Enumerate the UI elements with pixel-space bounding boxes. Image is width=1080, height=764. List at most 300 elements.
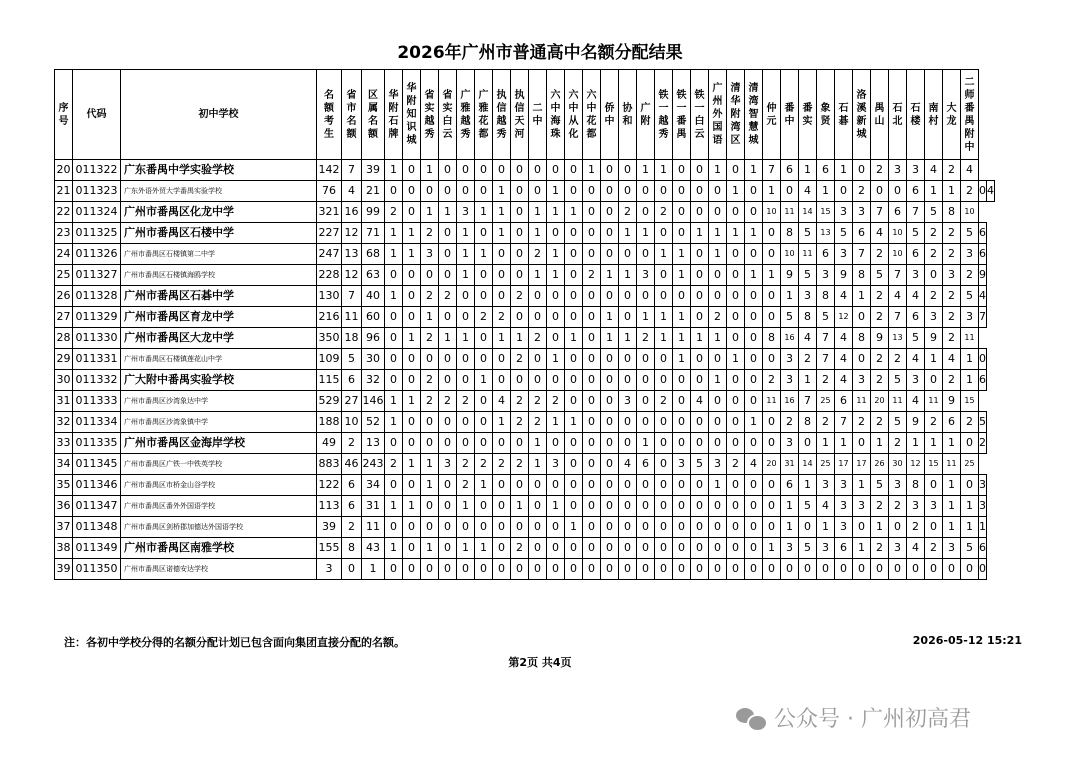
quota-cell: 7 bbox=[871, 202, 889, 223]
quota-cell: 0 bbox=[709, 433, 727, 454]
quota-cell: 1 bbox=[529, 202, 547, 223]
quota-cell: 2 bbox=[529, 244, 547, 265]
quota-cell: 26 bbox=[871, 454, 889, 475]
quota-cell: 6 bbox=[781, 160, 799, 181]
quota-cell: 6 bbox=[835, 538, 853, 559]
quota-cell: 1 bbox=[835, 433, 853, 454]
quota-cell: 0 bbox=[493, 496, 511, 517]
quota-cell: 0 bbox=[673, 160, 691, 181]
table-row bbox=[55, 307, 995, 328]
quota-cell: 2 bbox=[943, 160, 961, 181]
quota-cell: 0 bbox=[853, 160, 871, 181]
quota-cell: 0 bbox=[763, 412, 781, 433]
quota-cell: 3 bbox=[547, 454, 565, 475]
table-row bbox=[55, 454, 995, 475]
quota-cell: 96 bbox=[362, 328, 385, 349]
quota-cell: 0 bbox=[727, 328, 745, 349]
quota-cell: 0 bbox=[529, 160, 547, 181]
quota-cell: 2 bbox=[529, 412, 547, 433]
quota-cell: 0 bbox=[799, 517, 817, 538]
quota-cell: 0 bbox=[583, 475, 601, 496]
quota-cell: 1 bbox=[763, 265, 781, 286]
quota-cell: 0 bbox=[745, 559, 763, 580]
school-code: 011347 bbox=[73, 496, 121, 517]
quota-cell: 2 bbox=[439, 391, 457, 412]
quota-cell: 0 bbox=[601, 223, 619, 244]
school-code: 011328 bbox=[73, 286, 121, 307]
quota-cell: 0 bbox=[925, 517, 943, 538]
quota-cell: 1 bbox=[421, 160, 439, 181]
quota-cell: 0 bbox=[439, 160, 457, 181]
quota-cell: 6 bbox=[835, 391, 853, 412]
quota-cell: 0 bbox=[709, 412, 727, 433]
quota-cell: 1 bbox=[403, 454, 421, 475]
quota-cell: 1 bbox=[475, 244, 493, 265]
quota-cell: 1 bbox=[529, 454, 547, 475]
column-header: 铁 一 番 禺 bbox=[673, 70, 691, 160]
quota-cell: 1 bbox=[817, 517, 835, 538]
quota-cell: 0 bbox=[673, 496, 691, 517]
quota-cell: 0 bbox=[421, 181, 439, 202]
quota-cell: 0 bbox=[529, 307, 547, 328]
quota-cell: 40 bbox=[362, 286, 385, 307]
column-header: 序 号 bbox=[55, 70, 73, 160]
quota-cell: 1 bbox=[637, 307, 655, 328]
quota-cell: 14 bbox=[799, 202, 817, 223]
quota-cell: 0 bbox=[439, 538, 457, 559]
quota-cell: 115 bbox=[317, 370, 342, 391]
quota-cell: 0 bbox=[655, 475, 673, 496]
quota-cell: 0 bbox=[475, 223, 493, 244]
quota-cell: 2 bbox=[871, 538, 889, 559]
school-code: 011324 bbox=[73, 202, 121, 223]
quota-cell: 2 bbox=[655, 391, 673, 412]
quota-cell: 0 bbox=[547, 160, 565, 181]
quota-cell: 21 bbox=[362, 181, 385, 202]
column-header: 铁 一 越 秀 bbox=[655, 70, 673, 160]
quota-cell: 0 bbox=[583, 517, 601, 538]
quota-cell: 0 bbox=[655, 265, 673, 286]
quota-cell: 1 bbox=[637, 160, 655, 181]
quota-cell: 3 bbox=[853, 370, 871, 391]
quota-cell: 0 bbox=[475, 496, 493, 517]
table-body bbox=[55, 160, 995, 580]
quota-cell: 0 bbox=[673, 475, 691, 496]
quota-cell: 0 bbox=[691, 496, 709, 517]
quota-cell: 3 bbox=[907, 496, 925, 517]
quota-cell: 155 bbox=[317, 538, 342, 559]
quota-cell: 31 bbox=[781, 454, 799, 475]
quota-cell: 0 bbox=[619, 307, 637, 328]
quota-cell: 0 bbox=[493, 433, 511, 454]
quota-cell: 5 bbox=[961, 538, 979, 559]
quota-cell: 2 bbox=[385, 454, 403, 475]
quota-cell: 99 bbox=[362, 202, 385, 223]
quota-cell: 0 bbox=[709, 517, 727, 538]
quota-cell: 0 bbox=[583, 391, 601, 412]
quota-cell: 0 bbox=[403, 433, 421, 454]
quota-cell: 0 bbox=[727, 244, 745, 265]
quota-cell: 0 bbox=[637, 181, 655, 202]
quota-cell: 6 bbox=[943, 412, 961, 433]
quota-cell: 0 bbox=[709, 349, 727, 370]
quota-cell: 6 bbox=[817, 244, 835, 265]
quota-cell: 0 bbox=[925, 475, 943, 496]
quota-cell: 2 bbox=[943, 286, 961, 307]
quota-cell: 2 bbox=[655, 202, 673, 223]
quota-cell: 0 bbox=[547, 475, 565, 496]
quota-cell: 0 bbox=[853, 559, 871, 580]
table-row bbox=[55, 538, 995, 559]
quota-cell: 2 bbox=[817, 370, 835, 391]
table-row bbox=[55, 370, 995, 391]
quota-cell: 0 bbox=[475, 349, 493, 370]
quota-cell: 4 bbox=[925, 160, 943, 181]
quota-cell: 0 bbox=[475, 433, 493, 454]
quota-cell: 15 bbox=[961, 391, 979, 412]
quota-cell: 0 bbox=[385, 307, 403, 328]
school-name: 广州市番禺区石楼镇海鸥学校 bbox=[121, 265, 317, 286]
quota-cell: 8 bbox=[853, 328, 871, 349]
quota-cell: 10 bbox=[889, 244, 907, 265]
quota-cell: 7 bbox=[342, 286, 362, 307]
school-name: 广东番禺中学实验学校 bbox=[121, 160, 317, 181]
quota-cell: 2 bbox=[853, 181, 871, 202]
quota-cell: 0 bbox=[421, 559, 439, 580]
quota-cell: 0 bbox=[439, 475, 457, 496]
quota-cell: 2 bbox=[763, 370, 781, 391]
table-row bbox=[55, 391, 995, 412]
school-code: 011348 bbox=[73, 517, 121, 538]
quota-cell: 4 bbox=[835, 349, 853, 370]
quota-cell: 2 bbox=[871, 286, 889, 307]
quota-cell: 1 bbox=[943, 475, 961, 496]
quota-cell: 3 bbox=[637, 265, 655, 286]
quota-cell: 2 bbox=[943, 370, 961, 391]
quota-cell: 11 bbox=[961, 328, 979, 349]
quota-cell: 7 bbox=[342, 160, 362, 181]
quota-cell: 0 bbox=[385, 433, 403, 454]
quota-cell: 0 bbox=[673, 181, 691, 202]
quota-cell: 0 bbox=[619, 538, 637, 559]
quota-cell: 1 bbox=[565, 202, 583, 223]
quota-cell: 0 bbox=[547, 559, 565, 580]
quota-cell: 0 bbox=[745, 370, 763, 391]
quota-cell: 0 bbox=[583, 181, 601, 202]
row-number: 23 bbox=[55, 223, 73, 244]
table-row bbox=[55, 412, 995, 433]
quota-cell: 0 bbox=[583, 244, 601, 265]
quota-cell: 1 bbox=[403, 496, 421, 517]
quota-cell: 6 bbox=[979, 538, 987, 559]
quota-cell: 0 bbox=[979, 559, 987, 580]
quota-cell: 0 bbox=[727, 307, 745, 328]
quota-cell: 11 bbox=[853, 391, 871, 412]
quota-cell: 0 bbox=[763, 559, 781, 580]
quota-cell: 2 bbox=[583, 265, 601, 286]
quota-cell: 0 bbox=[583, 328, 601, 349]
quota-cell: 1 bbox=[961, 517, 979, 538]
quota-cell: 1 bbox=[799, 475, 817, 496]
quota-cell: 14 bbox=[799, 454, 817, 475]
school-name: 广州市番禺区石楼镇第二中学 bbox=[121, 244, 317, 265]
quota-cell: 6 bbox=[342, 475, 362, 496]
quota-cell: 1 bbox=[727, 349, 745, 370]
quota-cell: 0 bbox=[871, 559, 889, 580]
quota-cell: 1 bbox=[709, 370, 727, 391]
quota-cell: 1 bbox=[853, 475, 871, 496]
quota-cell: 7 bbox=[907, 202, 925, 223]
quota-cell: 5 bbox=[781, 307, 799, 328]
quota-cell: 0 bbox=[709, 559, 727, 580]
column-header: 大 龙 bbox=[943, 70, 961, 160]
quota-cell: 0 bbox=[493, 349, 511, 370]
quota-cell: 7 bbox=[889, 265, 907, 286]
quota-cell: 3 bbox=[943, 265, 961, 286]
quota-cell: 11 bbox=[925, 391, 943, 412]
quota-cell: 3 bbox=[619, 391, 637, 412]
quota-cell: 0 bbox=[583, 307, 601, 328]
quota-cell: 0 bbox=[403, 286, 421, 307]
quota-cell: 0 bbox=[619, 286, 637, 307]
quota-cell: 0 bbox=[565, 349, 583, 370]
wechat-icon bbox=[736, 706, 766, 730]
table-row bbox=[55, 328, 995, 349]
quota-cell: 3 bbox=[781, 349, 799, 370]
quota-cell: 0 bbox=[745, 202, 763, 223]
quota-cell: 39 bbox=[362, 160, 385, 181]
quota-cell: 0 bbox=[403, 412, 421, 433]
quota-cell: 0 bbox=[457, 160, 475, 181]
quota-cell: 0 bbox=[691, 433, 709, 454]
quota-cell: 18 bbox=[342, 328, 362, 349]
quota-cell: 27 bbox=[342, 391, 362, 412]
quota-cell: 0 bbox=[547, 328, 565, 349]
school-code: 011334 bbox=[73, 412, 121, 433]
quota-cell: 39 bbox=[317, 517, 342, 538]
quota-cell: 2 bbox=[961, 265, 979, 286]
quota-cell: 0 bbox=[529, 286, 547, 307]
quota-cell: 0 bbox=[673, 202, 691, 223]
quota-cell: 6 bbox=[342, 370, 362, 391]
quota-cell: 2 bbox=[943, 328, 961, 349]
quota-cell: 0 bbox=[493, 475, 511, 496]
quota-cell: 1 bbox=[583, 160, 601, 181]
quota-cell: 2 bbox=[979, 433, 987, 454]
quota-cell: 1 bbox=[925, 433, 943, 454]
row-number: 26 bbox=[55, 286, 73, 307]
quota-cell: 0 bbox=[547, 370, 565, 391]
quota-cell: 0 bbox=[619, 370, 637, 391]
quota-cell: 2 bbox=[421, 391, 439, 412]
table-row bbox=[55, 202, 995, 223]
quota-cell: 12 bbox=[835, 307, 853, 328]
quota-cell: 3 bbox=[817, 538, 835, 559]
quota-cell: 0 bbox=[583, 202, 601, 223]
quota-cell: 8 bbox=[763, 328, 781, 349]
quota-cell: 0 bbox=[763, 223, 781, 244]
quota-cell: 0 bbox=[565, 538, 583, 559]
quota-cell: 0 bbox=[511, 475, 529, 496]
quota-cell: 0 bbox=[583, 412, 601, 433]
quota-cell: 3 bbox=[835, 475, 853, 496]
column-header: 二 中 bbox=[529, 70, 547, 160]
quota-cell: 4 bbox=[835, 370, 853, 391]
quota-cell: 0 bbox=[493, 559, 511, 580]
quota-cell: 12 bbox=[342, 265, 362, 286]
quota-cell: 0 bbox=[511, 265, 529, 286]
school-code: 011345 bbox=[73, 454, 121, 475]
quota-cell: 0 bbox=[619, 517, 637, 538]
quota-cell: 0 bbox=[709, 265, 727, 286]
quota-cell: 0 bbox=[763, 433, 781, 454]
quota-cell: 2 bbox=[475, 454, 493, 475]
school-name: 广州市番禺区化龙中学 bbox=[121, 202, 317, 223]
quota-cell: 0 bbox=[853, 349, 871, 370]
quota-cell: 0 bbox=[565, 244, 583, 265]
quota-cell: 1 bbox=[835, 160, 853, 181]
quota-cell: 2 bbox=[817, 412, 835, 433]
quota-cell: 2 bbox=[511, 391, 529, 412]
quota-cell: 11 bbox=[943, 454, 961, 475]
quota-cell: 0 bbox=[637, 391, 655, 412]
column-header: 清 华 附 湾 区 bbox=[727, 70, 745, 160]
quota-cell: 2 bbox=[511, 349, 529, 370]
quota-cell: 0 bbox=[637, 286, 655, 307]
quota-cell: 0 bbox=[421, 349, 439, 370]
quota-cell: 3 bbox=[781, 538, 799, 559]
quota-cell: 3 bbox=[835, 517, 853, 538]
quota-cell: 0 bbox=[655, 517, 673, 538]
quota-cell: 1 bbox=[493, 412, 511, 433]
quota-cell: 1 bbox=[385, 286, 403, 307]
quota-cell: 0 bbox=[565, 307, 583, 328]
quota-cell: 0 bbox=[493, 286, 511, 307]
quota-cell: 1 bbox=[709, 475, 727, 496]
quota-cell: 0 bbox=[745, 538, 763, 559]
quota-cell: 5 bbox=[871, 265, 889, 286]
quota-cell: 0 bbox=[403, 538, 421, 559]
quota-cell: 0 bbox=[547, 307, 565, 328]
quota-cell: 0 bbox=[601, 454, 619, 475]
school-code: 011332 bbox=[73, 370, 121, 391]
quota-cell: 0 bbox=[601, 475, 619, 496]
school-name: 广州市番禺区石碁中学 bbox=[121, 286, 317, 307]
quota-cell: 2 bbox=[871, 307, 889, 328]
school-name: 广州市番禺区番外外国语学校 bbox=[121, 496, 317, 517]
quota-cell: 0 bbox=[583, 349, 601, 370]
quota-cell: 17 bbox=[835, 454, 853, 475]
quota-cell: 10 bbox=[781, 244, 799, 265]
quota-cell: 0 bbox=[655, 496, 673, 517]
quota-cell: 0 bbox=[583, 433, 601, 454]
quota-cell: 0 bbox=[691, 181, 709, 202]
quota-cell: 3 bbox=[439, 454, 457, 475]
quota-cell: 0 bbox=[691, 370, 709, 391]
quota-cell: 0 bbox=[691, 265, 709, 286]
quota-cell: 10 bbox=[342, 412, 362, 433]
column-header: 石 楼 bbox=[907, 70, 925, 160]
quota-cell: 1 bbox=[385, 244, 403, 265]
quota-cell: 0 bbox=[511, 181, 529, 202]
quota-cell: 0 bbox=[709, 181, 727, 202]
quota-cell: 1 bbox=[709, 223, 727, 244]
table-row bbox=[55, 475, 995, 496]
quota-cell: 0 bbox=[745, 307, 763, 328]
quota-cell: 0 bbox=[475, 517, 493, 538]
quota-cell: 63 bbox=[362, 265, 385, 286]
quota-cell: 8 bbox=[907, 475, 925, 496]
quota-cell: 1 bbox=[362, 559, 385, 580]
quota-cell: 0 bbox=[529, 538, 547, 559]
quota-cell: 1 bbox=[907, 433, 925, 454]
quota-cell: 0 bbox=[511, 244, 529, 265]
quota-cell: 0 bbox=[385, 349, 403, 370]
quota-cell: 8 bbox=[817, 286, 835, 307]
quota-cell: 5 bbox=[799, 496, 817, 517]
quota-cell: 1 bbox=[511, 328, 529, 349]
page-indicator: 第2页 共4页 bbox=[508, 656, 572, 669]
quota-cell: 0 bbox=[673, 433, 691, 454]
quota-cell: 9 bbox=[835, 265, 853, 286]
column-header: 广 雅 越 秀 bbox=[457, 70, 475, 160]
quota-cell: 1 bbox=[457, 496, 475, 517]
quota-cell: 4 bbox=[907, 391, 925, 412]
quota-cell: 34 bbox=[362, 475, 385, 496]
quota-cell: 1 bbox=[547, 244, 565, 265]
quota-cell: 2 bbox=[421, 286, 439, 307]
quota-cell: 0 bbox=[673, 559, 691, 580]
quota-cell: 122 bbox=[317, 475, 342, 496]
quota-cell: 1 bbox=[385, 412, 403, 433]
quota-cell: 2 bbox=[925, 244, 943, 265]
quota-cell: 1 bbox=[421, 538, 439, 559]
quota-cell: 0 bbox=[601, 370, 619, 391]
quota-cell: 1 bbox=[547, 202, 565, 223]
quota-cell: 0 bbox=[457, 370, 475, 391]
quota-cell: 5 bbox=[961, 223, 979, 244]
quota-cell: 0 bbox=[727, 160, 745, 181]
quota-cell: 0 bbox=[925, 559, 943, 580]
quota-cell: 1 bbox=[853, 538, 871, 559]
quota-cell: 0 bbox=[565, 223, 583, 244]
quota-cell: 4 bbox=[493, 391, 511, 412]
quota-cell: 0 bbox=[601, 517, 619, 538]
quota-cell: 0 bbox=[529, 475, 547, 496]
quota-cell: 6 bbox=[979, 223, 987, 244]
quota-cell: 1 bbox=[421, 454, 439, 475]
quota-cell: 0 bbox=[673, 391, 691, 412]
quota-cell: 0 bbox=[421, 412, 439, 433]
quota-cell: 6 bbox=[817, 160, 835, 181]
quota-cell: 0 bbox=[925, 265, 943, 286]
quota-cell: 0 bbox=[475, 181, 493, 202]
school-name: 广州市番禺区南雅学校 bbox=[121, 538, 317, 559]
quota-cell: 1 bbox=[871, 433, 889, 454]
quota-cell: 0 bbox=[511, 517, 529, 538]
quota-cell: 0 bbox=[475, 265, 493, 286]
quota-cell: 0 bbox=[655, 412, 673, 433]
quota-cell: 13 bbox=[817, 223, 835, 244]
row-number: 37 bbox=[55, 517, 73, 538]
quota-cell: 7 bbox=[979, 307, 987, 328]
quota-cell: 0 bbox=[745, 286, 763, 307]
quota-cell: 1 bbox=[943, 496, 961, 517]
quota-cell: 0 bbox=[691, 517, 709, 538]
quota-cell: 7 bbox=[799, 391, 817, 412]
quota-cell: 60 bbox=[362, 307, 385, 328]
quota-cell: 1 bbox=[655, 328, 673, 349]
